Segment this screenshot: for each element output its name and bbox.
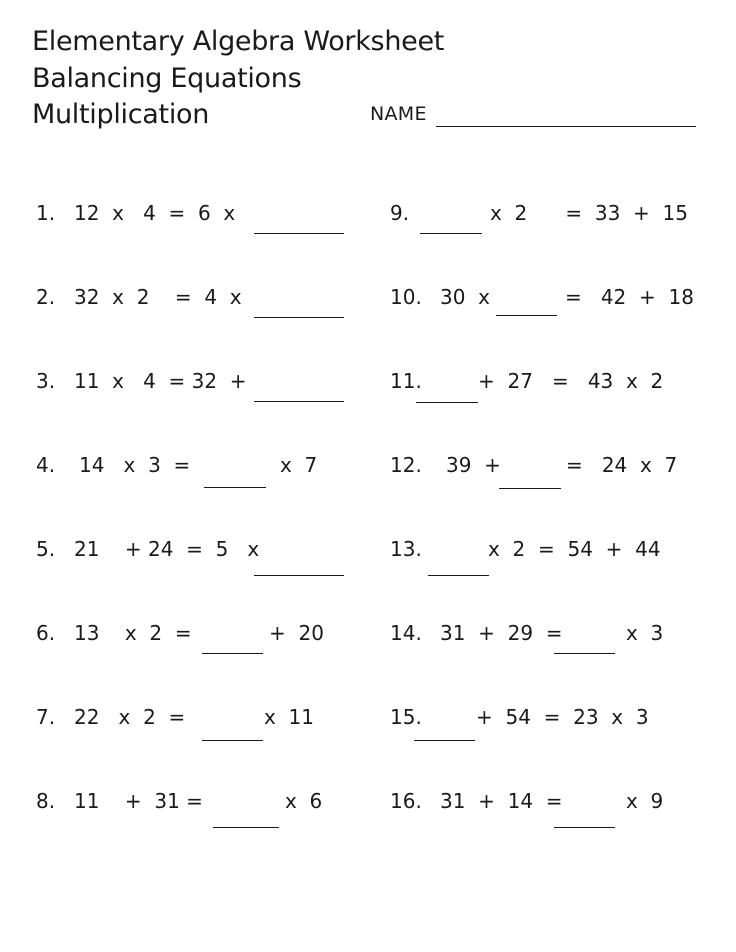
problem-number: 15. xyxy=(390,705,422,729)
name-label: NAME xyxy=(370,103,427,125)
problem-number: 10. xyxy=(390,285,422,309)
problem-number: 3. xyxy=(36,369,56,393)
problem-expression-right: = 42 + 18 xyxy=(565,285,694,309)
problem-number: 12. xyxy=(390,453,422,477)
problem-expression-left: 32 x 2 = 4 x xyxy=(74,285,242,309)
worksheet-subtitle: Balancing Equations xyxy=(32,63,302,94)
answer-blank[interactable] xyxy=(416,402,478,403)
problem-expression-right: + 20 xyxy=(269,621,324,645)
problem-number: 13. xyxy=(390,537,422,561)
problem-expression-right: x 2 = 33 + 15 xyxy=(490,201,688,225)
problem-number: 1. xyxy=(36,201,56,225)
worksheet-title: Elementary Algebra Worksheet xyxy=(32,26,445,57)
problem-expression-left: 21 + 24 = 5 x xyxy=(74,537,260,561)
problem-number: 14. xyxy=(390,621,422,645)
answer-blank[interactable] xyxy=(202,653,263,654)
problem-number: 4. xyxy=(36,453,56,477)
problem-expression-right: x 3 xyxy=(626,621,664,645)
problem-number: 11. xyxy=(390,369,422,393)
answer-blank[interactable] xyxy=(420,233,482,234)
problem-expression-right: x 2 = 54 + 44 xyxy=(488,537,661,561)
problem-expression-right: = 24 x 7 xyxy=(566,453,678,477)
problem-number: 16. xyxy=(390,789,422,813)
name-field-line[interactable] xyxy=(436,126,696,127)
problem-number: 5. xyxy=(36,537,56,561)
problem-expression-right: x 11 xyxy=(264,705,314,729)
problem-number: 6. xyxy=(36,621,56,645)
answer-blank[interactable] xyxy=(202,740,263,741)
problem-expression-left: 11 x 4 = 32 + xyxy=(74,369,247,393)
answer-blank[interactable] xyxy=(254,317,344,318)
problem-expression-left: 31 + 29 = xyxy=(440,621,563,645)
answer-blank[interactable] xyxy=(254,233,344,234)
answer-blank[interactable] xyxy=(428,575,489,576)
worksheet-topic: Multiplication xyxy=(32,99,210,130)
answer-blank[interactable] xyxy=(554,827,615,828)
problem-number: 7. xyxy=(36,705,56,729)
problem-expression-left: 39 + xyxy=(446,453,501,477)
answer-blank[interactable] xyxy=(499,488,561,489)
problem-number: 9. xyxy=(390,201,410,225)
problem-expression-right: x 7 xyxy=(280,453,318,477)
answer-blank[interactable] xyxy=(414,740,475,741)
problem-expression-right: x 6 xyxy=(285,789,323,813)
answer-blank[interactable] xyxy=(496,315,557,316)
problem-expression-left: 30 x xyxy=(440,285,490,309)
problem-expression-left: 11 + 31 = xyxy=(74,789,203,813)
problem-expression-right: x 9 xyxy=(626,789,664,813)
problem-expression-right: + 54 = 23 x 3 xyxy=(476,705,649,729)
problem-number: 8. xyxy=(36,789,56,813)
problem-expression-left: 12 x 4 = 6 x xyxy=(74,201,236,225)
problem-expression-right: + 27 = 43 x 2 xyxy=(478,369,664,393)
problem-expression-left: 31 + 14 = xyxy=(440,789,563,813)
answer-blank[interactable] xyxy=(554,653,615,654)
answer-blank[interactable] xyxy=(204,487,266,488)
problem-expression-left: 22 x 2 = xyxy=(74,705,186,729)
answer-blank[interactable] xyxy=(254,401,344,402)
answer-blank[interactable] xyxy=(254,575,344,576)
problem-expression-left: 13 x 2 = xyxy=(74,621,192,645)
problem-number: 2. xyxy=(36,285,56,309)
problem-expression-left: 14 x 3 = xyxy=(79,453,191,477)
answer-blank[interactable] xyxy=(213,827,279,828)
